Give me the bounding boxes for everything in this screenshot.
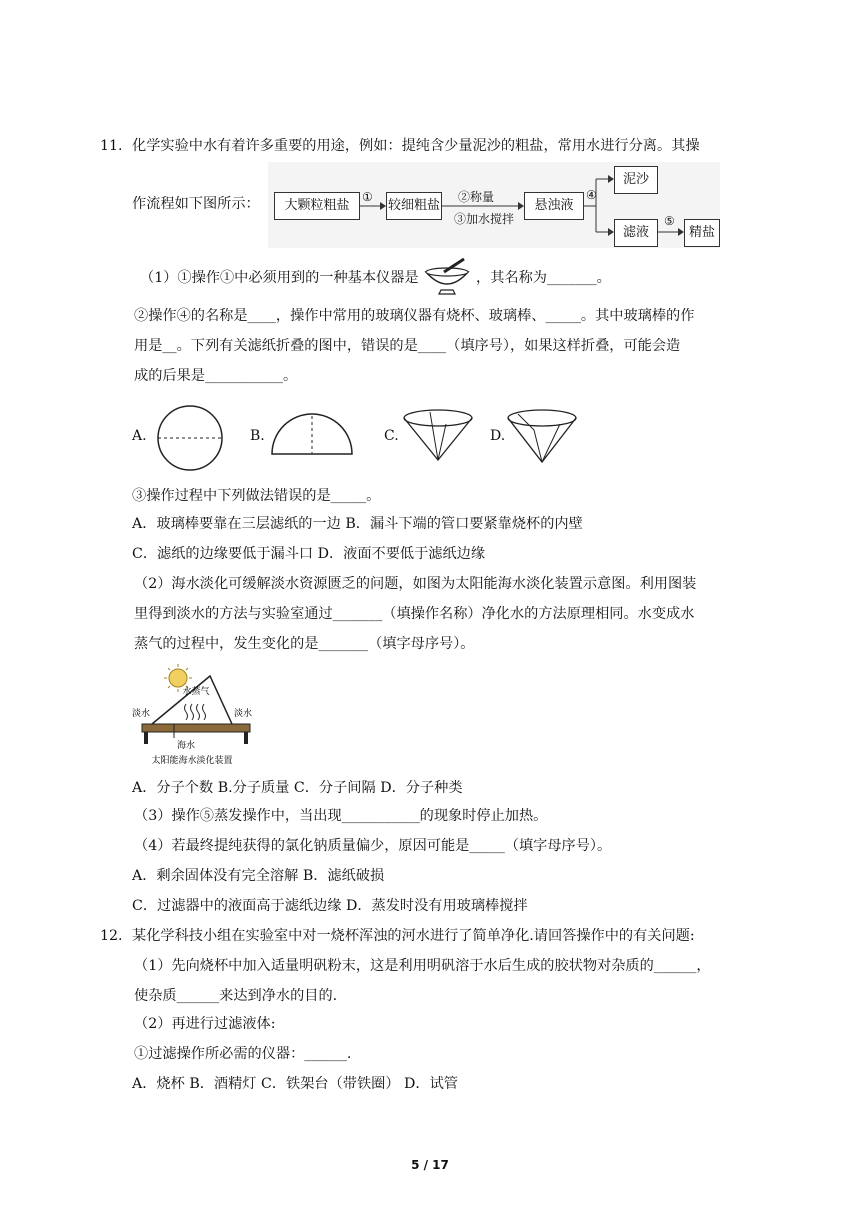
- flow-step-2: ②称量: [458, 190, 495, 204]
- q12-part1-line1: （1）先向烧杯中加入适量明矾粉末，这是利用明矾溶于水后生成的胶状物对杂质的______，: [134, 958, 711, 974]
- flow-box-suspension: 悬浊液: [524, 192, 584, 220]
- q11-line-p2: ②操作④的名称是____，操作中常用的玻璃仪器有烧杯、玻璃棒、_____。其中玻璃棒的作: [134, 308, 695, 324]
- solar-desalination-figure: [130, 662, 260, 770]
- fresh-water-right-label: 淡水: [234, 709, 253, 719]
- page-number: 5 / 17: [411, 1158, 449, 1172]
- filter-cone-c-figure: [400, 404, 476, 464]
- q11-choice-ab: A．玻璃棒要靠在三层滤纸的一边 B．漏斗下端的管口要紧靠烧杯的内壁: [132, 516, 583, 532]
- flow-box-coarse-salt: 大颗粒粗盐: [274, 192, 360, 220]
- q11-part1-a: （1）①操作①中必须用到的一种基本仪器是: [140, 270, 419, 286]
- flow-step-4: ④: [586, 188, 597, 202]
- flow-step-5: ⑤: [664, 214, 675, 228]
- q11-part1-b: ，其名称为_______。: [476, 270, 611, 286]
- flow-box-filtrate: 滤液: [614, 219, 658, 247]
- q11-line-p4: 成的后果是___________。: [134, 368, 298, 384]
- fresh-water-left-label: 淡水: [132, 709, 151, 719]
- option-d-label: D.: [490, 428, 506, 444]
- option-b-label: B.: [250, 428, 265, 444]
- q11-part2-line1: （2）海水淡化可缓解淡水资源匮乏的问题，如图为太阳能海水淡化装置示意图。利用图装: [134, 576, 697, 592]
- flow-box-sediment: 泥沙: [614, 166, 658, 194]
- q12-part1-line2: 使杂质______来达到净水的目的.: [134, 988, 338, 1004]
- q11-part4-choice-cd: C．过滤器中的液面高于滤纸边缘 D．蒸发时没有用玻璃棒搅拌: [132, 898, 528, 914]
- vapor-label: 水蒸气: [182, 687, 210, 697]
- question-number-11: 11.: [100, 138, 123, 154]
- flow-step-1: ①: [362, 190, 373, 204]
- q11-part2-line3: 蒸气的过程中，发生变化的是_______（填字母序号）。: [134, 636, 475, 652]
- q11-part-3: ③操作过程中下列做法错误的是_____。: [132, 488, 381, 504]
- q11-flow-lead: 作流程如下图所示：: [132, 196, 260, 212]
- q11-molecule-choices: A．分子个数 B.分子质量 C．分子间隔 D．分子种类: [132, 780, 463, 796]
- solar-caption: 太阳能海水淡化装置: [151, 756, 233, 766]
- q11-part2-line2: 里得到淡水的方法与实验室通过_______（填操作名称）净化水的方法原理相同。水变成水: [134, 606, 695, 622]
- filter-half-circle-figure: [266, 410, 358, 458]
- question-number-12: 12.: [100, 928, 123, 944]
- mortar-pestle-icon: [422, 256, 472, 296]
- process-flow-diagram: [268, 162, 720, 248]
- q11-intro: 化学实验中水有着许多重要的用途，例如：提纯含少量泥沙的粗盐，常用水进行分离。其操: [132, 138, 700, 154]
- flow-box-fine-salt: 较细粗盐: [386, 192, 442, 220]
- filter-cone-d-figure: [504, 404, 580, 466]
- sea-water-label: 海水: [176, 741, 196, 751]
- q11-part4: （4）若最终提纯获得的氯化钠质量偏少，原因可能是_____（填字母序号）。: [134, 838, 612, 854]
- q11-line-p3: 用是__。下列有关滤纸折叠的图中，错误的是____（填序号），如果这样折叠，可能会造: [134, 338, 681, 354]
- q11-part3-evaporation: （3）操作⑤蒸发操作中，当出现___________的现象时停止加热。: [134, 808, 548, 824]
- flow-step-3: ③加水搅拌: [454, 212, 515, 226]
- q12-part2-choices: A．烧杯 B．酒精灯 C．铁架台（带铁圈） D．试管: [132, 1076, 458, 1092]
- q11-part4-choice-ab: A．剩余固体没有完全溶解 B．滤纸破损: [132, 868, 385, 884]
- q12-part2-instruments: ①过滤操作所必需的仪器：______.: [134, 1046, 352, 1062]
- q12-intro: 某化学科技小组在实验室中对一烧杯浑浊的河水进行了简单净化.请回答操作中的有关问题:: [132, 928, 695, 944]
- option-c-label: C.: [384, 428, 399, 444]
- flow-box-refined-salt: 精盐: [684, 219, 720, 247]
- q11-choice-cd: C．滤纸的边缘要低于漏斗口 D．液面不要低于滤纸边缘: [132, 546, 486, 562]
- q12-part2: （2）再进行过滤液体:: [134, 1016, 276, 1032]
- filter-circle-figure: [146, 402, 234, 474]
- option-a-label: A.: [132, 428, 147, 444]
